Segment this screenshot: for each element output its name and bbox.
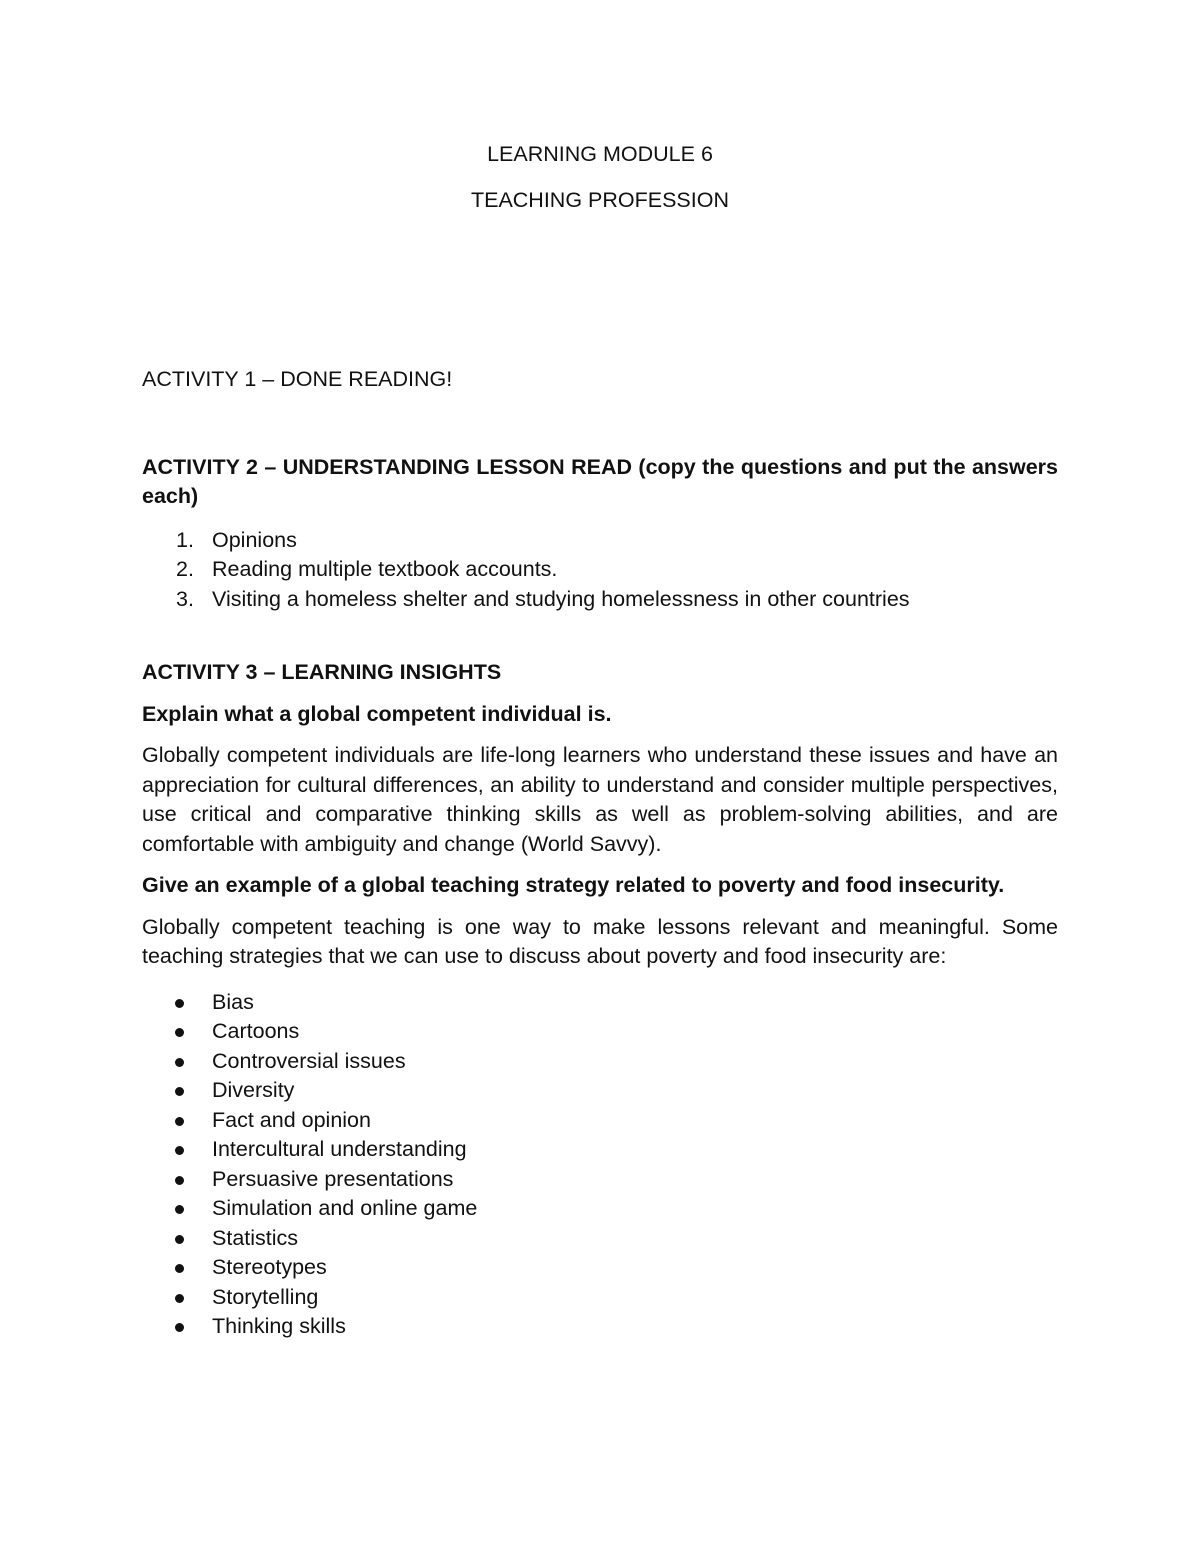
bullet-icon bbox=[175, 1176, 184, 1185]
list-item bbox=[142, 1047, 1058, 1077]
bullet-icon bbox=[175, 1087, 184, 1096]
answer-1: Globally competent individuals are life-long learners who understand these issues and have an appreciation for cultural differences, an ability to understand and consider multiple perspectives, use critical and comparative thinking skills as well as problem-solving abilities, and are comfortable with ambiguity and change (World Savvy). bbox=[142, 743, 1058, 856]
question-2: Give an example of a global teaching strategy related to poverty and food insecurity. bbox=[142, 873, 1005, 897]
list-item-text: Bias bbox=[212, 989, 254, 1014]
module-subtitle: TEACHING PROFESSION bbox=[470, 187, 730, 212]
list-item bbox=[142, 1076, 1058, 1106]
list-item bbox=[142, 526, 1058, 556]
list-item bbox=[142, 1017, 1058, 1047]
list-item bbox=[142, 1253, 1058, 1283]
list-item-text: Controversial issues bbox=[212, 1048, 406, 1073]
list-item-text: Reading multiple textbook accounts. bbox=[212, 557, 558, 581]
strategy-bullet-list bbox=[142, 988, 1058, 1342]
bullet-icon bbox=[175, 1294, 184, 1303]
activity-3-heading: ACTIVITY 3 – LEARNING INSIGHTS bbox=[142, 660, 502, 684]
list-item bbox=[142, 1312, 1058, 1342]
list-item bbox=[142, 1165, 1058, 1195]
bullet-icon bbox=[175, 1117, 184, 1126]
list-item bbox=[142, 1194, 1058, 1224]
list-number: 1. bbox=[176, 527, 194, 552]
list-item-text: Opinions bbox=[212, 527, 297, 552]
bullet-icon bbox=[175, 1058, 184, 1067]
activity-2-answer-list bbox=[142, 526, 1058, 615]
list-item-text: Thinking skills bbox=[212, 1314, 346, 1338]
answer-2: Globally competent teaching is one way to make lessons relevant and meaningful. Some teaching strategies that we can use to discuss about poverty and food insecurity are: bbox=[142, 914, 1058, 968]
list-item bbox=[142, 585, 1058, 615]
list-item-text: Diversity bbox=[212, 1078, 295, 1102]
list-item-text: Persuasive presentations bbox=[212, 1166, 454, 1191]
bullet-icon bbox=[175, 1323, 184, 1332]
question-1: Explain what a global competent individual is. bbox=[142, 701, 612, 726]
list-item-text: Storytelling bbox=[212, 1284, 319, 1309]
list-item-text: Stereotypes bbox=[212, 1255, 327, 1279]
bullet-icon bbox=[175, 1028, 184, 1037]
list-item-text: Simulation and online game bbox=[212, 1196, 478, 1220]
bullet-icon bbox=[175, 1264, 184, 1273]
list-item bbox=[142, 1135, 1058, 1165]
list-item-text: Cartoons bbox=[212, 1019, 300, 1043]
list-item-text: Intercultural understanding bbox=[212, 1137, 467, 1161]
list-item bbox=[142, 555, 1058, 585]
bullet-icon bbox=[175, 1146, 184, 1155]
bullet-icon bbox=[175, 999, 184, 1008]
list-number: 2. bbox=[176, 557, 194, 581]
module-title: LEARNING MODULE 6 bbox=[487, 142, 713, 166]
list-item-text: Fact and opinion bbox=[212, 1107, 371, 1132]
list-item bbox=[142, 1224, 1058, 1254]
list-item bbox=[142, 988, 1058, 1018]
bullet-icon bbox=[175, 1235, 184, 1244]
list-item bbox=[142, 1106, 1058, 1136]
activity-2-heading: ACTIVITY 2 – UNDERSTANDING LESSON READ (copy the questions and put the answers each) bbox=[142, 454, 1058, 508]
activity-1-heading: ACTIVITY 1 – DONE READING! bbox=[142, 367, 453, 391]
document-body bbox=[142, 140, 1058, 1342]
list-item-text: Visiting a homeless shelter and studying homelessness in other countries bbox=[212, 586, 910, 611]
list-item-text: Statistics bbox=[212, 1225, 299, 1250]
bullet-icon bbox=[175, 1205, 184, 1214]
list-number: 3. bbox=[176, 586, 194, 611]
list-item bbox=[142, 1283, 1058, 1313]
